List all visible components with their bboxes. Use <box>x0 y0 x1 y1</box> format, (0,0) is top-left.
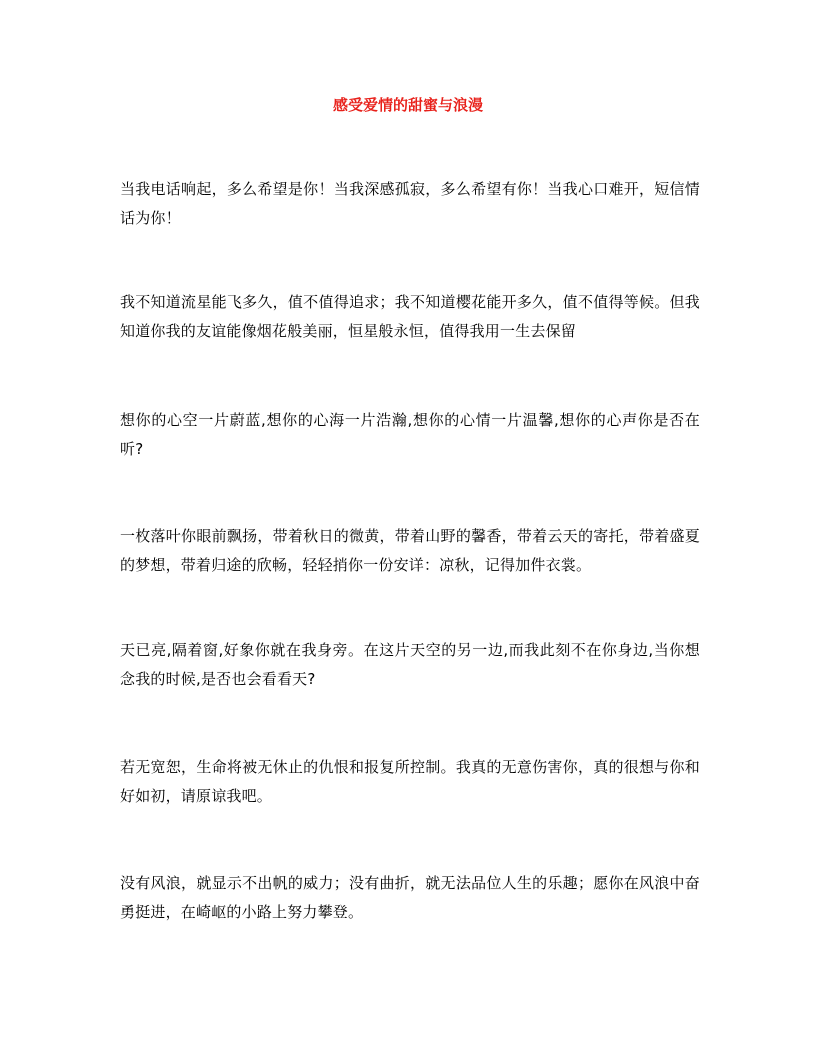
document-title: 感受爱情的甜蜜与浪漫 <box>332 96 483 114</box>
paragraph-2: 我不知道流星能飞多久，值不值得追求；我不知道樱花能开多久，值不值得等候。但我知道你我的友谊能像烟花般美丽，恒星般永恒，值得我用一生去保留 <box>120 293 700 340</box>
paragraph-4: 一枚落叶你眼前飘扬，带着秋日的微黄，带着山野的馨香，带着云天的寄托，带着盛夏的梦想，带着归途的欣畅，轻轻捎你一份安详：凉秋，记得加件衣裳。 <box>120 527 700 574</box>
paragraph-3: 想你的心空一片蔚蓝,想你的心海一片浩瀚,想你的心情一片温馨,想你的心声你是否在听? <box>120 411 700 458</box>
paragraph-5: 天已亮,隔着窗,好象你就在我身旁。在这片天空的另一边,而我此刻不在你身边,当你想念我的时候,是否也会看看天? <box>120 641 700 688</box>
paragraph-6: 若无宽恕，生命将被无休止的仇恨和报复所控制。我真的无意伤害你，真的很想与你和好如初，请原谅我吧。 <box>120 758 700 805</box>
paragraph-7: 没有风浪，就显示不出帆的威力；没有曲折，就无法品位人生的乐趣；愿你在风浪中奋勇挺进，在崎岖的小路上努力攀登。 <box>120 874 700 921</box>
paragraph-1: 当我电话响起，多么希望是你！当我深感孤寂，多么希望有你！当我心口难开，短信情话为你！ <box>120 180 700 227</box>
